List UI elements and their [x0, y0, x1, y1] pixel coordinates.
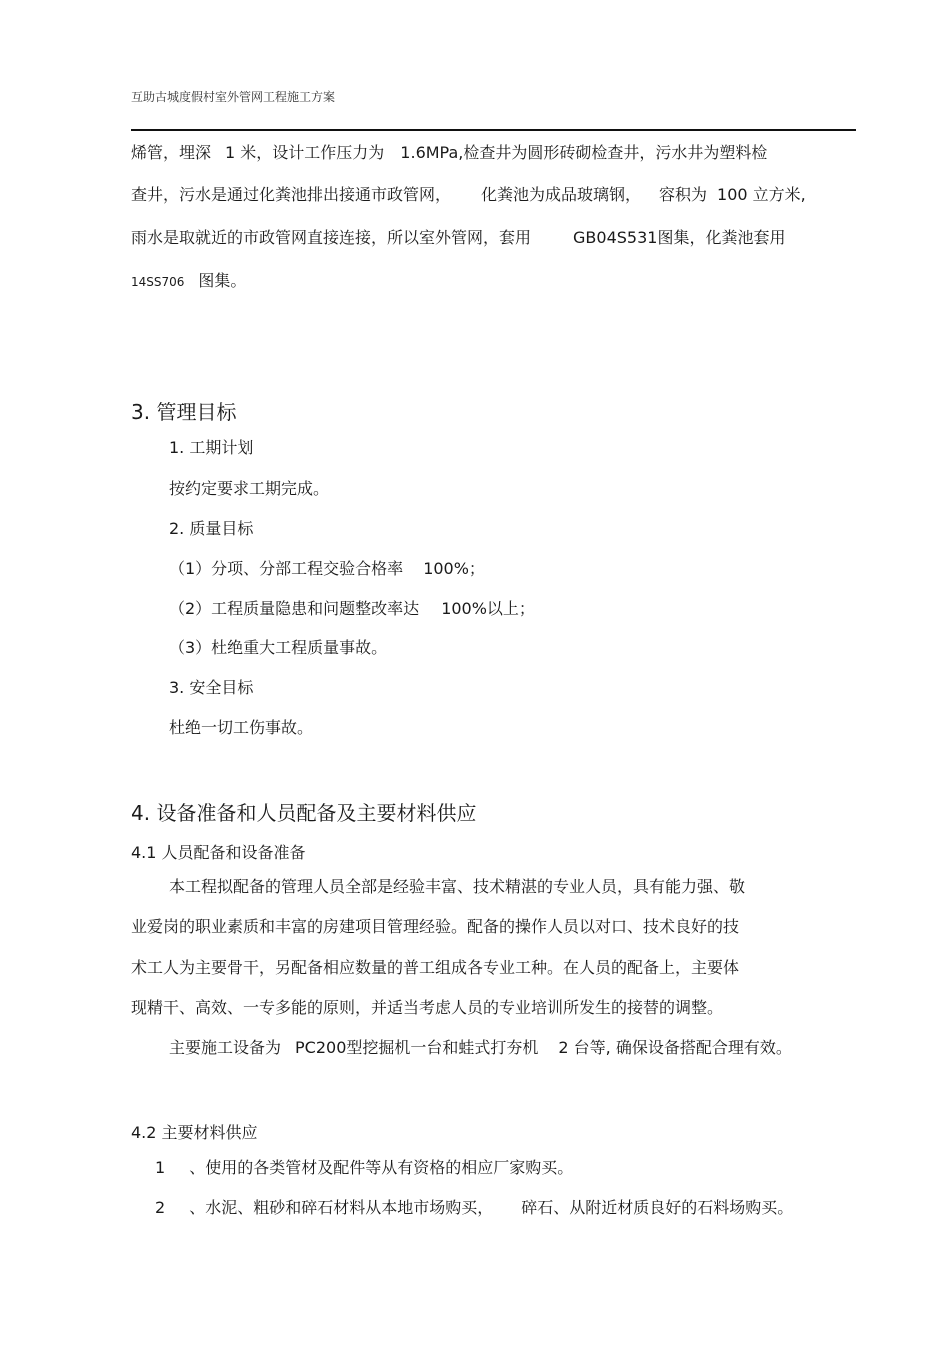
text: 容积为	[659, 185, 708, 204]
s3-item1-text: 按约定要求工期完成。	[169, 479, 330, 498]
intro-line-1	[131, 145, 767, 161]
text: 主要施工设备为	[169, 1038, 282, 1057]
s4-material-2	[155, 1200, 793, 1216]
text: 、水泥、粗砂和碎石材料从本地市场购买，	[189, 1198, 494, 1217]
intro-line-3	[131, 230, 785, 246]
page-header-title: 互助古城度假村室外管网工程施工方案	[131, 90, 336, 104]
text: 14SS706	[131, 275, 185, 289]
intro-line-4	[131, 273, 246, 289]
text: 100%；	[423, 559, 485, 578]
text: 、使用的各类管材及配件等从有资格的相应厂家购买。	[189, 1158, 574, 1177]
s4-p1-line2: 业爱岗的职业素质和丰富的房建项目管理经验。配备的操作人员以对口、技术良好的技	[131, 917, 740, 936]
text: 烯管，埋深	[131, 143, 212, 162]
section-4-heading: 4. 设备准备和人员配备及主要材料供应	[131, 801, 477, 825]
s3-item2-b	[169, 601, 535, 617]
text: PC200型挖掘机一台和蛙式打夯机	[295, 1038, 539, 1057]
text: 100%以上；	[441, 599, 535, 618]
text: 碎石、从附近材质良好的石料场购买。	[521, 1198, 794, 1217]
s4-p2	[169, 1040, 792, 1056]
s4-p1-line3: 术工人为主要骨干，另配备相应数量的普工组成各专业工种。在人员的配备上，主要体	[131, 958, 740, 977]
s4-sub1-heading: 4.1 人员配备和设备准备	[131, 843, 306, 862]
text: 查井，污水是通过化粪池排出接通市政管网，	[131, 185, 452, 204]
section-3-heading: 3. 管理目标	[131, 400, 237, 424]
text: 1 米，设计工作压力为	[225, 143, 385, 162]
text: 雨水是取就近的市政管网直接连接，所以室外管网，套用	[131, 228, 532, 247]
s3-item2-a	[169, 561, 485, 577]
list-number: 1	[155, 1158, 166, 1177]
s4-material-1	[155, 1160, 573, 1176]
intro-line-2	[131, 187, 806, 203]
list-number: 2	[155, 1198, 166, 1217]
s3-item2-c: （3）杜绝重大工程质量事故。	[169, 638, 388, 657]
text: 图集。	[198, 271, 247, 290]
text: 化粪池为成品玻璃钢，	[481, 185, 642, 204]
s4-p1-line4: 现精干、高效、一专多能的原则，并适当考虑人员的专业培训所发生的接替的调整。	[131, 998, 724, 1017]
text: GB04S531图集，化粪池套用	[573, 228, 786, 247]
text: 100 立方米,	[717, 185, 806, 204]
text: （2）工程质量隐患和问题整改率达	[169, 599, 420, 618]
s3-item1-title: 1. 工期计划	[169, 438, 254, 457]
text: （1）分项、分部工程交验合格率	[169, 559, 404, 578]
s3-item3-title: 3. 安全目标	[169, 678, 254, 697]
s4-sub2-heading: 4.2 主要材料供应	[131, 1123, 258, 1142]
s3-item3-text: 杜绝一切工伤事故。	[169, 718, 314, 737]
s4-p1-line1: 本工程拟配备的管理人员全部是经验丰富、技术精湛的专业人员，具有能力强、敬	[169, 877, 746, 896]
text: 2 台等, 确保设备搭配合理有效。	[558, 1038, 792, 1057]
header-rule	[131, 129, 856, 131]
s3-item2-title: 2. 质量目标	[169, 519, 254, 538]
text: 1.6MPa,检查井为圆形砖砌检查井，污水井为塑料检	[400, 143, 768, 162]
